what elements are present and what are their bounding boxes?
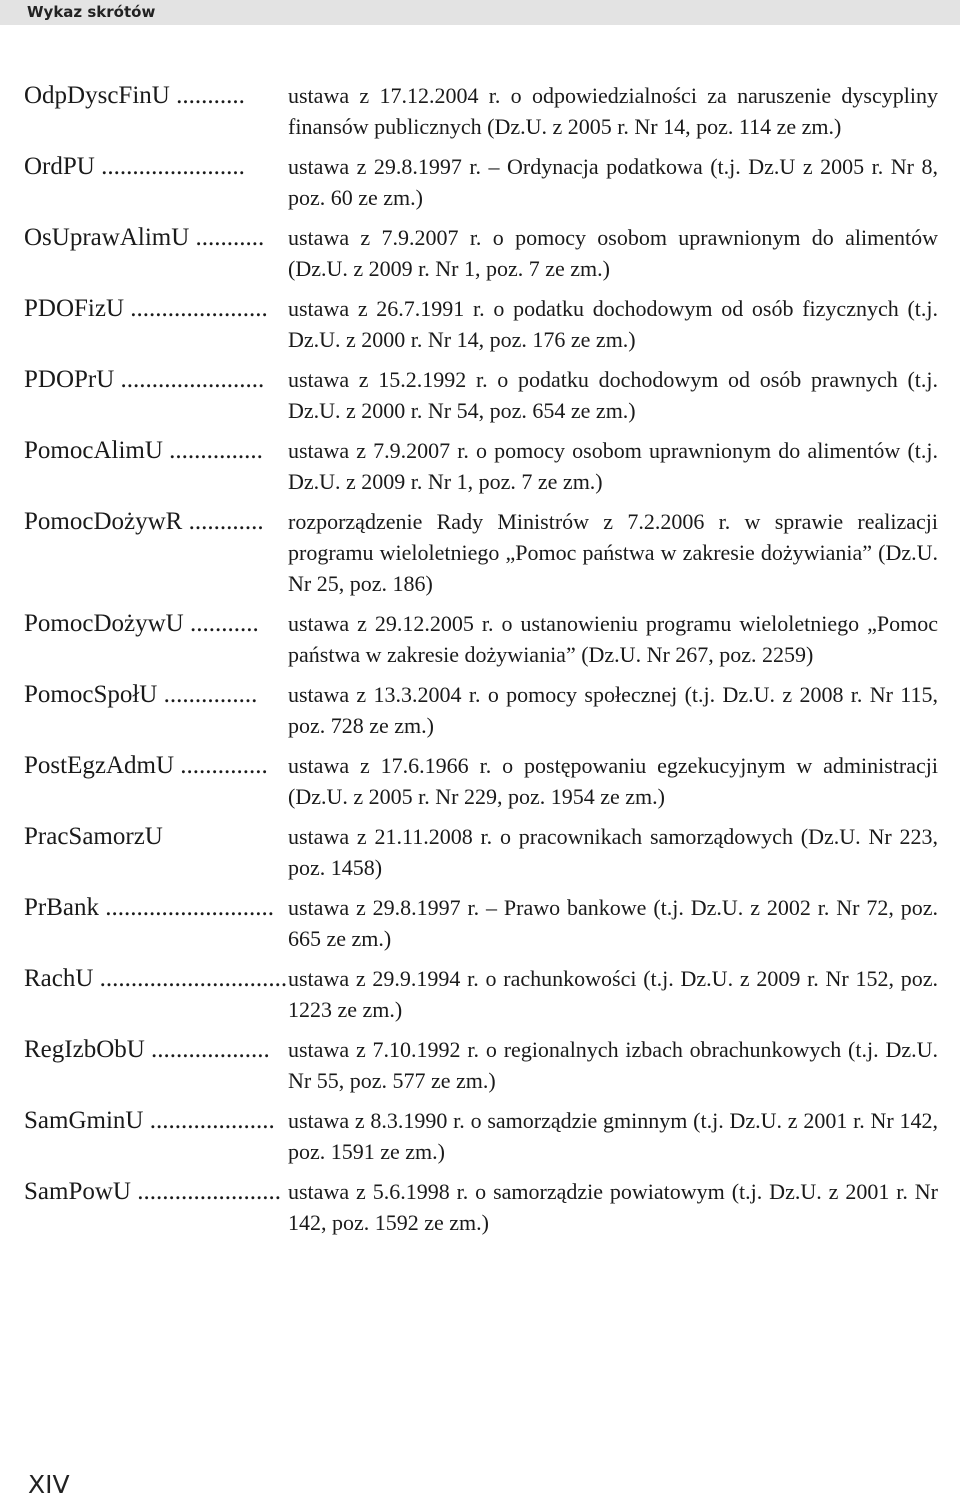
abbreviation: RegIzbObU ................... [24, 1036, 270, 1063]
list-item [24, 293, 960, 355]
page-number: XIV [28, 1470, 70, 1499]
running-header [0, 0, 960, 25]
abbreviation: PDOPrU ....................... [24, 366, 265, 393]
abbreviation: PomocAlimU ............... [24, 437, 263, 464]
abbreviation: PomocSpołU ............... [24, 681, 258, 708]
abbreviation: PracSamorzU [24, 823, 163, 850]
abbreviation-description: ustawa z 15.2.1992 r. o podatku dochodowym od osób prawnych (t.j. Dz.U. z 2000 r. Nr 54, poz. 654 ze zm.) [288, 367, 938, 423]
header-title: Wykaz skrótów [27, 3, 156, 21]
abbreviation: PDOFizU ...................... [24, 295, 268, 322]
abbreviation: OdpDyscFinU ........... [24, 82, 245, 109]
abbreviation: PostEgzAdmU .............. [24, 752, 268, 779]
abbreviation-description: ustawa z 7.10.1992 r. o regionalnych izbach obrachunkowych (t.j. Dz.U. Nr 55, poz. 577 ze zm.) [288, 1037, 938, 1093]
list-item [24, 222, 960, 284]
abbreviation-description: rozporządzenie Rady Ministrów z 7.2.2006 r. w sprawie realizacji programu wieloletniego „Pomoc państwa w zakresie dożywiania” (Dz.U. Nr 25, poz. 186) [288, 509, 938, 596]
list-item [24, 80, 960, 142]
list-item [24, 506, 960, 599]
list-item [24, 821, 960, 883]
abbreviation-description: ustawa z 29.12.2005 r. o ustanowieniu programu wieloletniego „Pomoc państwa w zakresie dożywiania” (Dz.U. Nr 267, poz. 2259) [288, 611, 938, 667]
list-item [24, 963, 960, 1025]
list-item [24, 364, 960, 426]
abbreviation-description: ustawa z 26.7.1991 r. o podatku dochodowym od osób fizycznych (t.j. Dz.U. z 2000 r. Nr 14, poz. 176 ze zm.) [288, 296, 938, 352]
abbreviation: SamGminU .................... [24, 1107, 275, 1134]
abbreviation-description: ustawa z 8.3.1990 r. o samorządzie gminnym (t.j. Dz.U. z 2001 r. Nr 142, poz. 1591 ze zm.) [288, 1108, 938, 1164]
abbreviation-description: ustawa z 21.11.2008 r. o pracownikach samorządowych (Dz.U. Nr 223, poz. 1458) [288, 824, 938, 880]
abbreviation: PomocDożywU ........... [24, 610, 259, 637]
abbreviation-description: ustawa z 17.12.2004 r. o odpowiedzialności za naruszenie dyscypliny finansów publicznych (Dz.U. z 2005 r. Nr 14, poz. 114 ze zm.) [288, 83, 938, 139]
abbreviation-description: ustawa z 17.6.1966 r. o postępowaniu egzekucyjnym w administracji (Dz.U. z 2005 r. Nr 229, poz. 1954 ze zm.) [288, 753, 938, 809]
abbreviation-description: ustawa z 7.9.2007 r. o pomocy osobom uprawnionym do alimentów (Dz.U. z 2009 r. Nr 1, poz. 7 ze zm.) [288, 225, 938, 281]
list-item [24, 679, 960, 741]
abbreviation: OsUprawAlimU ........... [24, 224, 265, 251]
abbreviation-description: ustawa z 29.8.1997 r. – Ordynacja podatkowa (t.j. Dz.U z 2005 r. Nr 8, poz. 60 ze zm.) [288, 154, 938, 210]
abbreviation: SamPowU ....................... [24, 1178, 281, 1205]
abbreviation: RachU .............................. [24, 965, 288, 992]
abbreviation-description: ustawa z 29.9.1994 r. o rachunkowości (t.j. Dz.U. z 2009 r. Nr 152, poz. 1223 ze zm.) [288, 966, 938, 1022]
list-item [24, 1034, 960, 1096]
list-item [24, 1176, 960, 1238]
list-item [24, 151, 960, 213]
list-item [24, 608, 960, 670]
list-item [24, 750, 960, 812]
abbreviation-description: ustawa z 13.3.2004 r. o pomocy społecznej (t.j. Dz.U. z 2008 r. Nr 115, poz. 728 ze zm.) [288, 682, 938, 738]
list-item [24, 435, 960, 497]
abbreviation-description: ustawa z 7.9.2007 r. o pomocy osobom uprawnionym do alimentów (t.j. Dz.U. z 2009 r. Nr 1, poz. 7 ze zm.) [288, 438, 938, 494]
list-item [24, 1105, 960, 1167]
list-item [24, 892, 960, 954]
abbreviation: OrdPU ....................... [24, 153, 245, 180]
abbreviation-description: ustawa z 29.8.1997 r. – Prawo bankowe (t.j. Dz.U. z 2002 r. Nr 72, poz. 665 ze zm.) [288, 895, 938, 951]
abbreviation-list [24, 80, 960, 1247]
abbreviation: PrBank ........................... [24, 894, 274, 921]
abbreviation: PomocDożywR ............ [24, 508, 264, 535]
abbreviation-description: ustawa z 5.6.1998 r. o samorządzie powiatowym (t.j. Dz.U. z 2001 r. Nr 142, poz. 1592 ze zm.) [288, 1179, 938, 1235]
